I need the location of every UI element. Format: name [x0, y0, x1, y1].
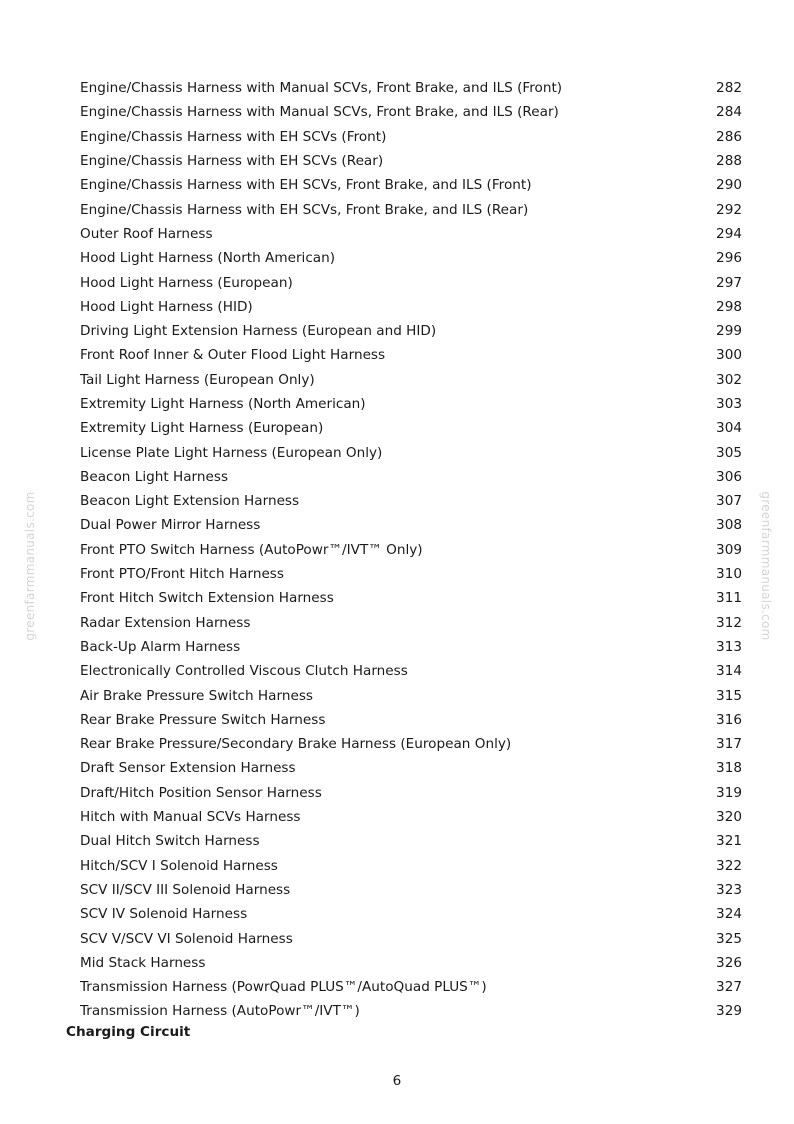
toc-entry-title: Front Roof Inner & Outer Flood Light Harness: [80, 347, 386, 364]
toc-entry-title: Mid Stack Harness: [80, 954, 206, 971]
toc-entry-title: Front PTO Switch Harness (AutoPowr™/IVT™ Only): [80, 541, 423, 558]
toc-entry-title: Engine/Chassis Harness with EH SCVs (Front): [80, 128, 387, 145]
toc-entry-page: 326: [716, 954, 742, 971]
watermark-left: greenfarmmanuals.com: [23, 491, 37, 641]
toc-entry-page: 314: [716, 663, 742, 680]
toc-entry[interactable]: [80, 659, 742, 683]
toc-entry[interactable]: [80, 149, 742, 173]
toc-entry-page: 309: [716, 541, 742, 558]
section-heading: Charging Circuit: [66, 1024, 191, 1040]
toc-entry-title: Hood Light Harness (HID): [80, 298, 253, 315]
toc-entry-page: 313: [716, 638, 742, 655]
toc-entry-title: Outer Roof Harness: [80, 225, 213, 242]
toc-entry-title: Transmission Harness (AutoPowr™/IVT™): [80, 1003, 360, 1020]
toc-entry-title: SCV II/SCV III Solenoid Harness: [80, 881, 291, 898]
toc-entry-title: Engine/Chassis Harness with Manual SCVs, Front Brake, and ILS (Rear): [80, 104, 559, 121]
toc-entry-title: Extremity Light Harness (European): [80, 420, 324, 437]
toc-entry-page: 282: [716, 80, 742, 97]
toc-entry[interactable]: [80, 999, 742, 1023]
table-of-contents: [80, 76, 742, 1024]
toc-entry-title: Rear Brake Pressure/Secondary Brake Harness (European Only): [80, 736, 512, 753]
toc-entry[interactable]: [80, 465, 742, 489]
toc-entry-title: Hood Light Harness (European): [80, 274, 293, 291]
toc-entry-title: Engine/Chassis Harness with EH SCVs, Front Brake, and ILS (Front): [80, 177, 532, 194]
toc-entry-title: Draft Sensor Extension Harness: [80, 760, 296, 777]
toc-entry-title: Draft/Hitch Position Sensor Harness: [80, 784, 322, 801]
toc-entry[interactable]: [80, 732, 742, 756]
toc-entry-title: Beacon Light Harness: [80, 468, 229, 485]
toc-entry-page: 327: [716, 979, 742, 996]
toc-entry[interactable]: [80, 708, 742, 732]
toc-entry-page: 323: [716, 881, 742, 898]
toc-entry-page: 299: [716, 323, 742, 340]
toc-entry[interactable]: [80, 756, 742, 780]
toc-entry-title: Dual Power Mirror Harness: [80, 517, 261, 534]
toc-entry-page: 296: [716, 250, 742, 267]
toc-entry[interactable]: [80, 926, 742, 950]
toc-entry[interactable]: [80, 854, 742, 878]
toc-entry-title: Air Brake Pressure Switch Harness: [80, 687, 313, 704]
toc-entry[interactable]: [80, 392, 742, 416]
toc-entry[interactable]: [80, 489, 742, 513]
toc-entry[interactable]: [80, 902, 742, 926]
toc-entry-page: 298: [716, 298, 742, 315]
toc-entry-page: 300: [716, 347, 742, 364]
toc-entry-page: 322: [716, 857, 742, 874]
toc-entry[interactable]: [80, 781, 742, 805]
toc-entry-page: 294: [716, 225, 742, 242]
toc-entry-page: 292: [716, 201, 742, 218]
toc-entry-title: Rear Brake Pressure Switch Harness: [80, 711, 326, 728]
toc-entry-page: 308: [716, 517, 742, 534]
toc-entry[interactable]: [80, 319, 742, 343]
toc-entry[interactable]: [80, 100, 742, 124]
toc-entry[interactable]: [80, 197, 742, 221]
toc-entry-page: 290: [716, 177, 742, 194]
toc-entry-title: License Plate Light Harness (European Only): [80, 444, 383, 461]
toc-entry[interactable]: [80, 829, 742, 853]
toc-entry-title: Driving Light Extension Harness (European and HID): [80, 323, 437, 340]
page-number: 6: [392, 1073, 402, 1089]
toc-entry[interactable]: [80, 513, 742, 537]
toc-entry-page: 297: [716, 274, 742, 291]
toc-entry-page: 307: [716, 493, 742, 510]
watermark-right: greenfarmmanuals.com: [759, 491, 773, 641]
toc-entry-title: Beacon Light Extension Harness: [80, 493, 300, 510]
toc-entry-page: 321: [716, 833, 742, 850]
toc-entry-page: 318: [716, 760, 742, 777]
toc-entry-title: Back-Up Alarm Harness: [80, 638, 241, 655]
toc-entry-page: 286: [716, 128, 742, 145]
toc-entry-title: Transmission Harness (PowrQuad PLUS™/AutoQuad PLUS™): [80, 979, 487, 996]
toc-entry[interactable]: [80, 440, 742, 464]
toc-entry-page: 325: [716, 930, 742, 947]
toc-entry-title: Tail Light Harness (European Only): [80, 371, 315, 388]
toc-entry-page: 306: [716, 468, 742, 485]
toc-entry[interactable]: [80, 586, 742, 610]
toc-entry-title: SCV V/SCV VI Solenoid Harness: [80, 930, 293, 947]
toc-entry[interactable]: [80, 343, 742, 367]
toc-entry-title: Hood Light Harness (North American): [80, 250, 336, 267]
toc-entry-title: SCV IV Solenoid Harness: [80, 906, 248, 923]
toc-entry[interactable]: [80, 562, 742, 586]
toc-entry[interactable]: [80, 975, 742, 999]
toc-entry[interactable]: [80, 683, 742, 707]
toc-entry-title: Hitch/SCV I Solenoid Harness: [80, 857, 278, 874]
toc-entry-title: Engine/Chassis Harness with EH SCVs, Front Brake, and ILS (Rear): [80, 201, 529, 218]
toc-entry-page: 310: [716, 566, 742, 583]
toc-entry[interactable]: [80, 173, 742, 197]
toc-entry-page: 329: [716, 1003, 742, 1020]
toc-entry-page: 288: [716, 153, 742, 170]
toc-entry[interactable]: [80, 951, 742, 975]
toc-entry-page: 324: [716, 906, 742, 923]
toc-entry-title: Front Hitch Switch Extension Harness: [80, 590, 334, 607]
toc-entry[interactable]: [80, 635, 742, 659]
toc-entry-title: Engine/Chassis Harness with EH SCVs (Rear): [80, 153, 384, 170]
toc-entry[interactable]: [80, 368, 742, 392]
toc-entry[interactable]: [80, 611, 742, 635]
toc-entry[interactable]: [80, 76, 742, 100]
toc-entry[interactable]: [80, 878, 742, 902]
toc-entry-title: Hitch with Manual SCVs Harness: [80, 809, 301, 826]
toc-entry[interactable]: [80, 246, 742, 270]
toc-entry-page: 303: [716, 396, 742, 412]
toc-entry-page: 304: [716, 420, 742, 437]
toc-entry-page: 316: [716, 711, 742, 728]
toc-entry-page: 302: [716, 371, 742, 388]
toc-entry-page: 312: [716, 614, 742, 631]
toc-entry[interactable]: [80, 416, 742, 440]
toc-entry-page: 317: [716, 736, 742, 753]
toc-entry-page: 305: [716, 444, 742, 461]
toc-entry[interactable]: [80, 222, 742, 246]
toc-entry[interactable]: [80, 538, 742, 562]
toc-entry-title: Engine/Chassis Harness with Manual SCVs, Front Brake, and ILS (Front): [80, 80, 563, 97]
toc-entry[interactable]: [80, 805, 742, 829]
toc-entry-title: Electronically Controlled Viscous Clutch Harness: [80, 663, 408, 680]
toc-entry-title: Front PTO/Front Hitch Harness: [80, 566, 284, 583]
toc-entry-title: Radar Extension Harness: [80, 614, 251, 631]
toc-entry-page: 311: [716, 590, 742, 607]
toc-entry[interactable]: [80, 295, 742, 319]
toc-entry-page: 319: [716, 784, 742, 801]
toc-entry-page: 315: [716, 687, 742, 704]
toc-entry-title: Extremity Light Harness (North American): [80, 396, 366, 412]
toc-entry[interactable]: [80, 270, 742, 294]
toc-entry-page: 284: [716, 104, 742, 121]
toc-entry[interactable]: [80, 125, 742, 149]
toc-entry-page: 320: [716, 809, 742, 826]
toc-entry-title: Dual Hitch Switch Harness: [80, 833, 260, 850]
